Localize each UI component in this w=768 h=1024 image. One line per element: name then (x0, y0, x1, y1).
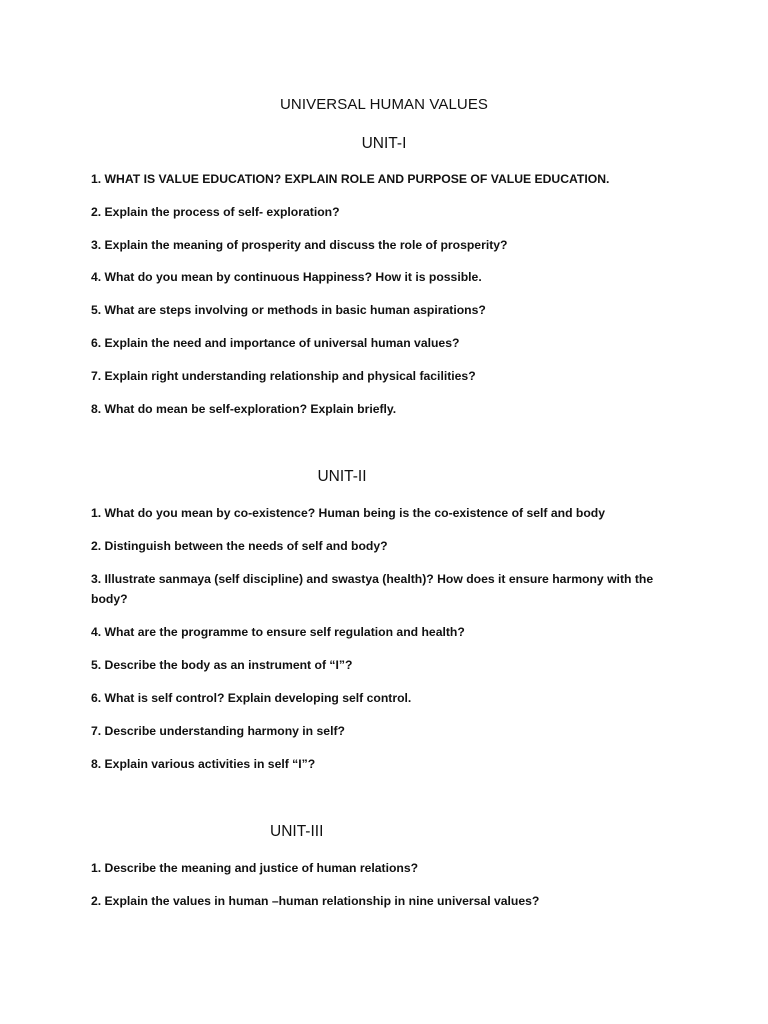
question-item: 4. What are the programme to ensure self regulation and health? (91, 625, 465, 639)
question-item: 1. WHAT IS VALUE EDUCATION? EXPLAIN ROLE AND PURPOSE OF VALUE EDUCATION. (91, 172, 610, 186)
question-item: 3. Explain the meaning of prosperity and discuss the role of prosperity? (91, 238, 508, 252)
unit-heading: UNIT-I (361, 135, 407, 152)
question-item: 8. What do mean be self-exploration? Explain briefly. (91, 402, 397, 416)
question-item: 5. Describe the body as an instrument of “I”? (91, 658, 353, 672)
question-item: 6. What is self control? Explain developing self control. (91, 691, 412, 705)
question-item: 7. Describe understanding harmony in self? (91, 724, 345, 738)
question-item: 6. Explain the need and importance of universal human values? (91, 336, 460, 350)
question-item: 7. Explain right understanding relationship and physical facilities? (91, 369, 476, 383)
question-item: 8. Explain various activities in self “I”? (91, 757, 316, 771)
unit-heading: UNIT-II (317, 468, 367, 485)
question-item: 3. Illustrate sanmaya (self discipline) and swastya (health)? How does it ensure harmony with the body? (91, 572, 654, 606)
question-item: 1. Describe the meaning and justice of human relations? (91, 861, 419, 875)
unit-heading: UNIT-III (270, 823, 324, 840)
question-item: 2. Explain the process of self- exploration? (91, 205, 340, 219)
question-item: 2. Distinguish between the needs of self and body? (91, 539, 388, 553)
question-item: 1. What do you mean by co-existence? Human being is the co-existence of self and body (91, 506, 606, 520)
question-item: 2. Explain the values in human –human relationship in nine universal values? (91, 894, 540, 908)
question-item: 5. What are steps involving or methods in basic human aspirations? (91, 303, 486, 317)
question-item: 4. What do you mean by continuous Happiness? How it is possible. (91, 270, 482, 284)
document-title: UNIVERSAL HUMAN VALUES (279, 96, 489, 113)
